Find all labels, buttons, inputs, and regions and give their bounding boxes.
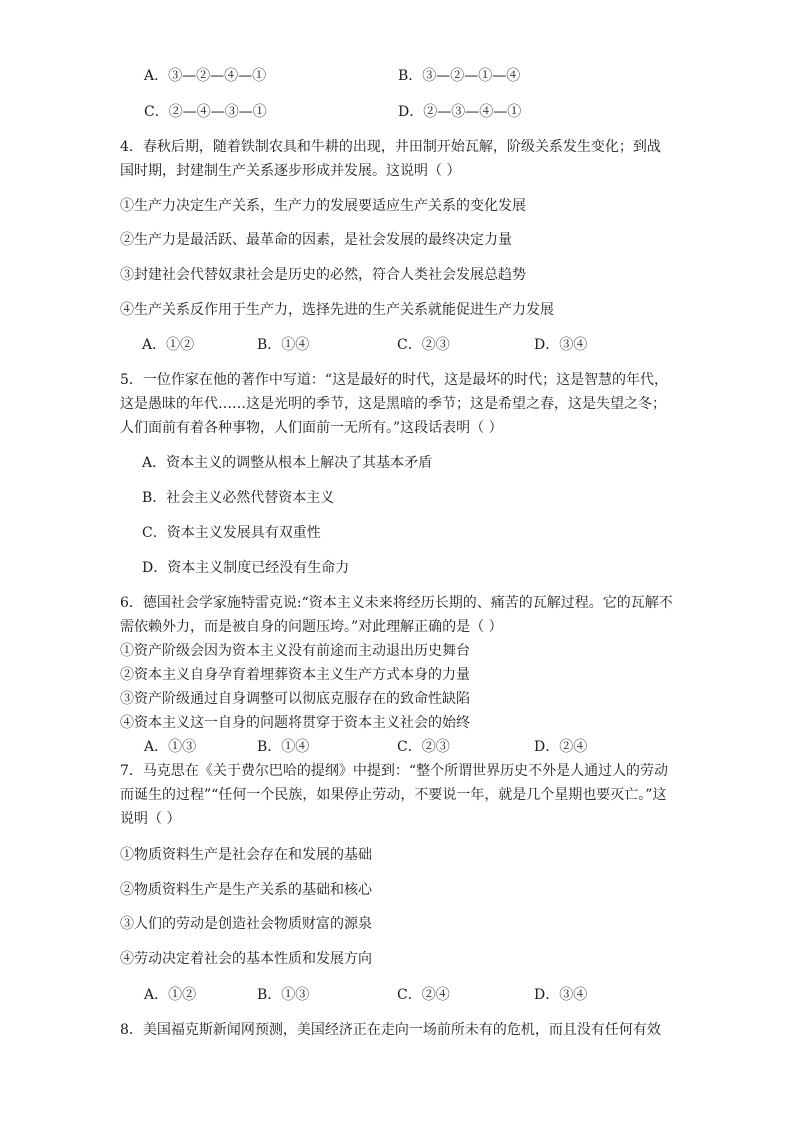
q6-option-a: A．①③: [144, 739, 197, 755]
q6-stem-line-2: 需依赖外力，而是被自身的问题压垮。”对此理解正确的是（ ）: [120, 619, 503, 635]
q5-stem-line-2: 这是愚昧的年代……这是光明的季节，这是黑暗的季节；这是希望之春，这是失望之冬；: [120, 396, 666, 412]
q6-option-c: C．②③: [397, 739, 450, 755]
q7-item-1: ①物质资料生产是社会存在和发展的基础: [120, 847, 372, 863]
q5-option-a: A．资本主义的调整从根本上解决了其基本矛盾: [142, 455, 433, 471]
q5-stem-line-3: 人们面前有着各种事物，人们面前一无所有。”这段话表明（ ）: [120, 420, 503, 436]
q7-item-2: ②物质资料生产是生产关系的基础和核心: [120, 882, 372, 898]
q7-option-d: D．③④: [534, 987, 588, 1003]
q3-option-b: B．③—②—①—④: [398, 68, 521, 84]
q6-item-1: ①资产阶级会因为资本主义没有前途而主动退出历史舞台: [120, 643, 470, 659]
q7-option-c: C．②④: [397, 987, 450, 1003]
q4-options: [120, 335, 680, 355]
q7-options: [120, 985, 680, 1005]
q4-option-d: D．③④: [534, 337, 588, 353]
q8-stem-line-1: 8．美国福克斯新闻网预测，美国经济正在走向一场前所未有的危机，而且没有任何有效: [120, 1022, 661, 1038]
q4-option-a: A．①②: [142, 337, 195, 353]
q5-option-c: C．资本主义发展具有双重性: [142, 525, 321, 541]
q6-option-b: B．①④: [257, 739, 310, 755]
q4-stem-line-1: 4．春秋后期，随着铁制农具和牛耕的出现，井田制开始瓦解，阶级关系发生变化；到战: [120, 139, 661, 155]
q5-option-d: D．资本主义制度已经没有生命力: [142, 560, 350, 576]
q7-stem-line-1: 7．马克思在《关于费尔巴哈的提纲》中提到：“整个所谓世界历史不外是人通过人的劳动: [120, 763, 669, 779]
q3-option-c: C．②—④—③—①: [144, 104, 267, 120]
q6-option-d: D．②④: [534, 739, 588, 755]
q4-item-3: ③封建社会代替奴隶社会是历史的必然，符合人类社会发展总趋势: [120, 267, 526, 283]
q7-item-3: ③人们的劳动是创造社会物质财富的源泉: [120, 916, 372, 932]
q4-item-4: ④生产关系反作用于生产力，选择先进的生产关系就能促进生产力发展: [120, 302, 554, 318]
q4-item-2: ②生产力是最活跃、最革命的因素，是社会发展的最终决定力量: [120, 232, 512, 248]
q4-item-1: ①生产力决定生产关系，生产力的发展要适应生产关系的变化发展: [120, 198, 526, 214]
q5-option-b: B．社会主义必然代替资本主义: [142, 490, 335, 506]
q6-item-2: ②资本主义自身孕育着埋葬资本主义生产方式本身的力量: [120, 667, 470, 683]
q3-option-d: D．②—③—④—①: [398, 104, 522, 120]
q6-stem-line-1: 6．德国社会学家施特雷克说:“资本主义未来将经历长期的、痛苦的瓦解过程。它的瓦解不: [120, 595, 673, 611]
q7-stem-line-2: 而诞生的过程”“任何一个民族，如果停止劳动，不要说一年，就是几个星期也要灭亡。”这: [120, 787, 667, 803]
q6-item-4: ④资本主义这一自身的问题将贯穿于资本主义社会的始终: [120, 715, 470, 731]
q7-option-a: A．①②: [144, 987, 197, 1003]
q3-option-a: A．③—②—④—①: [144, 68, 267, 84]
q7-stem-line-3: 说明（ ）: [120, 811, 181, 827]
q7-option-b: B．①③: [257, 987, 310, 1003]
q5-stem-line-1: 5．一位作家在他的著作中写道：“这是最好的时代，这是最坏的时代；这是智慧的年代，: [120, 372, 669, 388]
q4-option-b: B．①④: [257, 337, 310, 353]
q6-options: [120, 737, 680, 757]
q4-stem-line-2: 国时期，封建制生产关系逐步形成并发展。这说明（ ）: [120, 163, 461, 179]
q4-option-c: C．②③: [397, 337, 450, 353]
q6-item-3: ③资产阶级通过自身调整可以彻底克服存在的致命性缺陷: [120, 691, 470, 707]
q7-item-4: ④劳动决定着社会的基本性质和发展方向: [120, 951, 372, 967]
